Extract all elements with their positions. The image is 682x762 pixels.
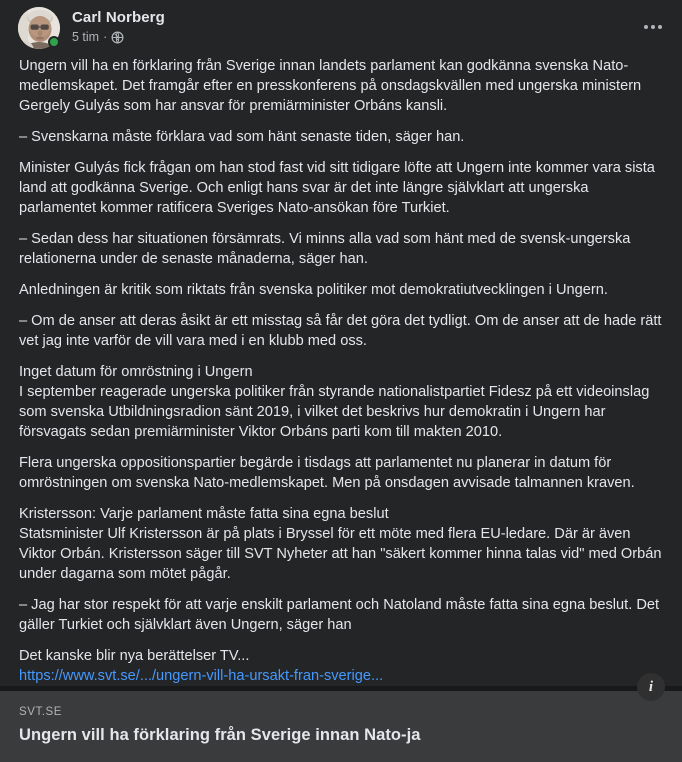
post-paragraph: – Jag har stor respekt för att varje enskilt parlament och Natoland måste fatta sina egna beslut. Det gäller Turkiet och självklart även Ungern, säger han <box>19 597 660 633</box>
post-body <box>0 52 682 686</box>
post-paragraph: – Sedan dess har situationen försämrats. Vi minns alla vad som hänt med de svensk-ungerska relationerna under de senaste månaderna, säger han. <box>19 231 631 267</box>
more-dot <box>644 25 648 29</box>
post-paragraph: – Svenskarna måste förklara vad som hänt senaste tiden, säger han. <box>19 129 465 145</box>
post-paragraph: Anledningen är kritik som riktats från svenska politiker mot demokratiutvecklingen i Ungern. <box>19 282 608 298</box>
info-icon[interactable] <box>637 673 665 701</box>
link-preview-card[interactable] <box>0 678 682 762</box>
post-paragraph: Det kanske blir nya berättelser TV... <box>19 648 250 664</box>
link-preview-domain: SVT.SE <box>19 706 62 718</box>
post-timestamp[interactable]: 5 tim <box>72 30 100 44</box>
post-paragraph: Ungern vill ha en förklaring från Sverige innan landets parlament kan godkänna svenska Nato-medlemskapet. Det framgår efter en presskonferens på onsdagskvällen med ungerska ministern Gergely Gulyás som har ansvar för premiärminister Orbáns kansli. <box>19 58 642 114</box>
post-subheading: Inget datum för omröstning i Ungern <box>19 364 253 380</box>
post-more-options-button[interactable] <box>636 10 670 44</box>
post-link[interactable]: https://www.svt.se/.../ungern-vill-ha-ursakt-fran-sverige... <box>19 668 384 684</box>
post-paragraph: – Om de anser att deras åsikt är ett misstag så får det göra det tydligt. Om de anser att de hade rätt vet jag inte varför de vill vara med i en klubb med oss. <box>19 313 662 349</box>
link-preview-title: Ungern vill ha förklaring från Sverige innan Nato-ja <box>19 726 421 744</box>
post-header <box>0 0 682 52</box>
post-header-text <box>72 6 165 45</box>
info-glyph: i <box>648 678 654 695</box>
avatar[interactable] <box>18 7 60 49</box>
more-dot <box>651 25 655 29</box>
author-name[interactable]: Carl Norberg <box>72 9 165 26</box>
post-paragraph: Minister Gulyás fick frågan om han stod fast vid sitt tidigare löfte att Ungern inte kommer vara sista land att godkänna Sverige. Och enligt hans svar är det inte längre självklart att ungerska parlamentet kommer ratificera Sveriges Nato-ansökan före Turkiet. <box>19 160 655 216</box>
post-paragraph: I september reagerade ungerska politiker från styrande nationalistpartiet Fidesz på ett videoinslag som svenska Utbildningsradion sänt 2019, i vilket det beskrivs hur demokratin i Ungern har försvagats sedan premiärminister Viktor Orbáns parti kom till makten 2010. <box>19 384 650 440</box>
meta-separator: · <box>103 30 108 44</box>
globe-icon[interactable] <box>111 31 124 44</box>
post-subheading: Kristersson: Varje parlament måste fatta sina egna beslut <box>19 506 389 522</box>
post-paragraph: Statsminister Ulf Kristersson är på plats i Bryssel för ett möte med flera EU-ledare. Där är även Viktor Orbán. Kristersson säger till SVT Nyheter att han "säkert kommer hinna talas vid" med Orbán under dagarna som mötet pågår. <box>19 526 662 582</box>
more-dot <box>658 25 662 29</box>
post-paragraph: Flera ungerska oppositionspartier begärde i tisdags att parlamentet nu planerar in datum för omröstningen om svenska Nato-medlemskapet. Men på onsdagen avvisade talmannen kraven. <box>19 455 635 491</box>
post-meta <box>72 29 165 45</box>
online-status-dot <box>48 36 60 48</box>
